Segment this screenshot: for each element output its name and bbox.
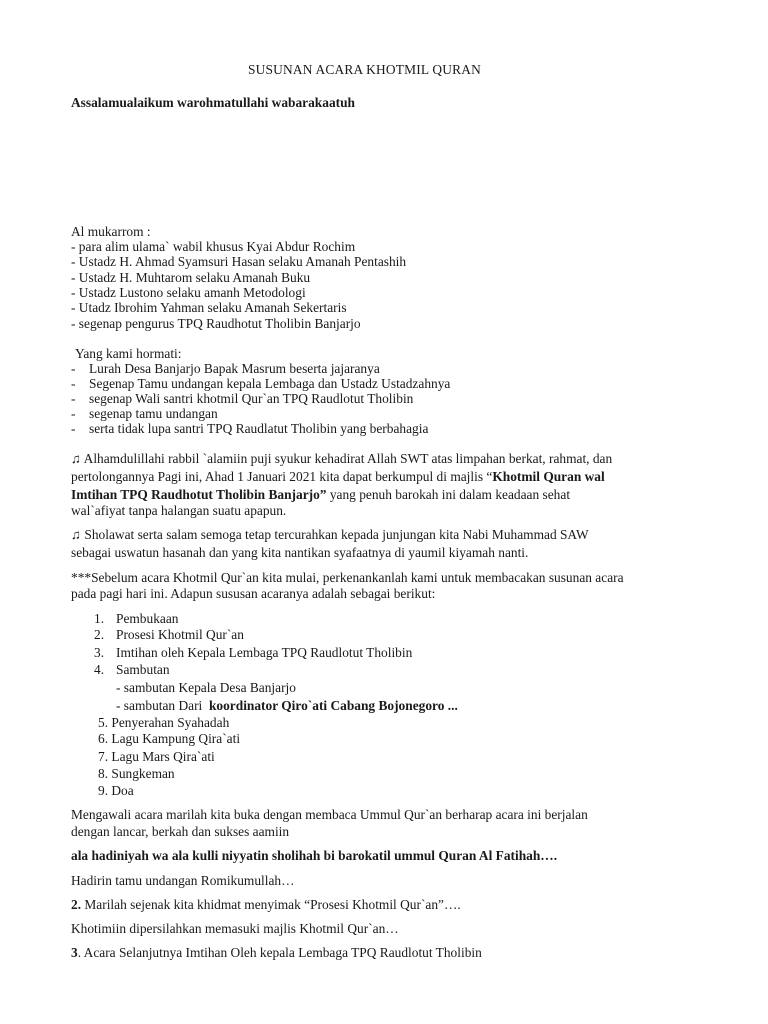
mukarrom-item: - Ustadz Lustono selaku amanh Metodologi [71, 285, 306, 300]
paragraph-line: Mengawali acara marilah kita buka dengan membaca Ummul Qur`an berharap acara ini berjalan [71, 807, 588, 822]
hormati-item: segenap Wali santri khotmil Qur`an TPQ Raudlotut Tholibin [89, 391, 414, 406]
paragraph-line-row [71, 469, 605, 484]
agenda-item: 9. Doa [98, 783, 134, 798]
sambutan-sub-item: - sambutan Kepala Desa Banjarjo [116, 680, 296, 695]
sambutan-sub-item [116, 698, 458, 713]
hormati-item: segenap tamu undangan [89, 406, 218, 421]
mukarrom-item: - Utadz Ibrohim Yahman selaku Amanah Sekertaris [71, 300, 347, 315]
khotimin-line: Khotimiin dipersilahkan memasuki majlis Khotmil Qur`an… [71, 921, 399, 936]
document-title: SUSUNAN ACARA KHOTMIL QURAN [248, 62, 481, 77]
hormati-bullet: - [71, 421, 76, 436]
agenda-item: 5. Penyerahan Syahadah [98, 715, 230, 730]
paragraph-line: Alhamdulillahi rabbil `alamiin puji syukur kehadirat Allah SWT atas limpahan berkat, rahmat, dan [83, 451, 613, 466]
greeting: Assalamualaikum warohmatullahi wabarakaatuh [71, 95, 355, 110]
hormati-item: serta tidak lupa santri TPQ Raudlatut Tholibin yang berbahagia [89, 421, 429, 436]
agenda-number: 3. [94, 645, 105, 660]
mukarrom-item: - para alim ulama` wabil khusus Kyai Abdur Rochim [71, 239, 356, 254]
agenda-number: 4. [94, 662, 105, 677]
step-text: Marilah sejenak kita khidmat menyimak “Prosesi Khotmil Qur`an”…. [81, 897, 461, 912]
mukarrom-heading: Al mukarrom : [71, 224, 151, 239]
sambutan-koordinator-bold: koordinator Qiro`ati Cabang Bojonegoro ... [208, 698, 458, 713]
hormati-heading: Yang kami hormati: [75, 346, 182, 361]
step-2-line [71, 897, 461, 912]
mukarrom-item: - Ustadz H. Ahmad Syamsuri Hasan selaku Amanah Pentashih [71, 254, 407, 269]
step-number: 3 [71, 945, 78, 960]
agenda-item: Imtihan oleh Kepala Lembaga TPQ Raudlotut Tholibin [116, 645, 413, 660]
step-text: . Acara Selanjutnya Imtihan Oleh kepala Lembaga TPQ Raudlotut Tholibin [77, 945, 482, 960]
paragraph-line: pertolongannya Pagi ini, Ahad 1 Januari 2021 kita dapat berkumpul di majlis “ [71, 469, 493, 484]
agenda-number: 2. [94, 627, 105, 642]
agenda-item: 8. Sungkeman [98, 766, 175, 781]
agenda-item: 7. Lagu Mars Qira`ati [98, 749, 215, 764]
step-3-line [71, 945, 482, 960]
paragraph-line: dengan lancar, berkah dan sukses aamiin [71, 824, 290, 839]
music-note-icon: ♫ [71, 451, 82, 466]
agenda-number: 1. [94, 611, 105, 626]
paragraph-line: pada pagi hari ini. Adapun sususan acaranya adalah sebagai berikut: [71, 586, 436, 601]
step-number: 2. [71, 897, 82, 912]
event-name-bold: Khotmil Quran wal [492, 469, 605, 484]
music-note-icon: ♫ [71, 527, 82, 542]
paragraph-line: ***Sebelum acara Khotmil Qur`an kita mulai, perkenankanlah kami untuk membacakan susunan acara [71, 570, 624, 585]
hadirin-line: Hadirin tamu undangan Romikumullah… [71, 873, 295, 888]
hormati-item: Lurah Desa Banjarjo Bapak Masrum beserta jajaranya [89, 361, 380, 376]
event-name-bold: Imtihan TPQ Raudhotut Tholibin Banjarjo” [71, 487, 327, 502]
hormati-item: Segenap Tamu undangan kepala Lembaga dan Ustadz Ustadzahnya [89, 376, 451, 391]
hormati-bullet: - [71, 391, 76, 406]
paragraph-line: wal`afiyat tanpa halangan suatu apapun. [71, 503, 287, 518]
paragraph-line-row [71, 487, 570, 502]
mukarrom-item: - segenap pengurus TPQ Raudhotut Tholibin Banjarjo [71, 316, 361, 331]
paragraph-sholawat [71, 527, 589, 542]
paragraph-alhamdulillah [71, 451, 612, 466]
mukarrom-item: - Ustadz H. Muhtarom selaku Amanah Buku [71, 270, 311, 285]
agenda-item: 6. Lagu Kampung Qira`ati [98, 731, 241, 746]
paragraph-line: yang penuh barokah ini dalam keadaan sehat [326, 487, 571, 502]
agenda-item: Sambutan [116, 662, 170, 677]
fatihah-line: ala hadiniyah wa ala kulli niyyatin sholihah bi barokatil ummul Quran Al Fatihah…. [71, 848, 558, 863]
hormati-bullet: - [71, 406, 76, 421]
paragraph-line: Sholawat serta salam semoga tetap tercurahkan kepada junjungan kita Nabi Muhammad SAW [84, 527, 589, 542]
agenda-item: Pembukaan [116, 611, 179, 626]
hormati-bullet: - [71, 361, 76, 376]
agenda-item: Prosesi Khotmil Qur`an [116, 627, 244, 642]
sambutan-sub-label: - sambutan Dari [116, 698, 209, 713]
paragraph-line: sebagai uswatun hasanah dan yang kita nantikan syafaatnya di yaumil kiyamah nanti. [71, 545, 529, 560]
hormati-bullet: - [71, 376, 76, 391]
